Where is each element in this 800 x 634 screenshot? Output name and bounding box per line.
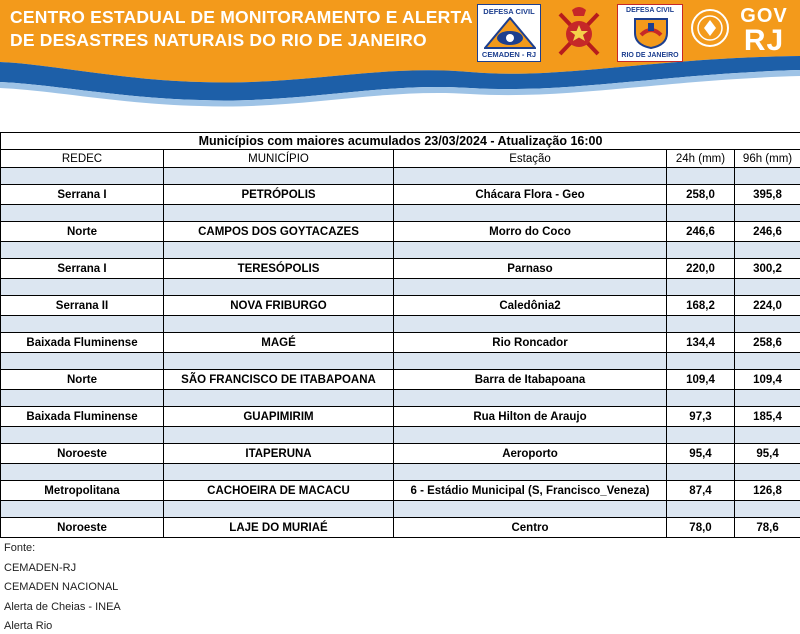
header-estacao: Estação <box>394 150 667 168</box>
spacer-cell <box>164 205 394 222</box>
spacer-cell <box>164 242 394 259</box>
cell-redec: Noroeste <box>1 444 164 464</box>
cell-redec: Baixada Fluminense <box>1 407 164 427</box>
table-row <box>1 518 800 538</box>
cell-redec: Serrana II <box>1 296 164 316</box>
cell-24h: 246,6 <box>667 222 735 242</box>
cell-estacao: Caledônia2 <box>394 296 667 316</box>
cell-redec: Baixada Fluminense <box>1 333 164 353</box>
spacer-cell <box>735 205 800 222</box>
eye-triangle-icon <box>484 17 536 49</box>
rainfall-table <box>0 132 800 538</box>
cell-96h: 78,6 <box>735 518 800 538</box>
cell-96h: 126,8 <box>735 481 800 501</box>
source-item: CEMADEN-RJ <box>4 561 77 574</box>
cell-96h: 395,8 <box>735 185 800 205</box>
source-item: Alerta de Cheias - INEA <box>4 600 121 613</box>
spacer-cell <box>1 390 164 407</box>
banner-title-line2: DE DESASTRES NATURAIS DO RIO DE JANEIRO <box>10 30 427 50</box>
table-title: Municípios com maiores acumulados 23/03/2024 - Atualização 16:00 <box>1 133 800 150</box>
sources-list <box>4 539 121 634</box>
spacer-cell <box>735 390 800 407</box>
cell-municipio: CAMPOS DOS GOYTACAZES <box>164 222 394 242</box>
cell-96h: 258,6 <box>735 333 800 353</box>
spacer-cell <box>394 168 667 185</box>
cell-96h: 185,4 <box>735 407 800 427</box>
gov-rj-logo-line2: RJ <box>743 24 785 57</box>
spacer-cell <box>667 316 735 333</box>
cell-municipio: GUAPIMIRIM <box>164 407 394 427</box>
gov-rj-logo-line1: GOV <box>740 5 788 27</box>
cell-redec: Noroeste <box>1 518 164 538</box>
cell-24h: 220,0 <box>667 259 735 279</box>
cell-municipio: LAJE DO MURIAÉ <box>164 518 394 538</box>
cell-municipio: ITAPERUNA <box>164 444 394 464</box>
table-spacer-row <box>1 390 800 407</box>
logo-caption-bottom: CEMADEN - RJ <box>481 50 537 59</box>
header-municipio: MUNICÍPIO <box>164 150 394 168</box>
cell-estacao: Centro <box>394 518 667 538</box>
spacer-cell <box>735 353 800 370</box>
banner-title-line1: CENTRO ESTADUAL DE MONITORAMENTO E ALERTA <box>10 7 473 27</box>
table-spacer-row <box>1 464 800 481</box>
spacer-cell <box>394 427 667 444</box>
cell-estacao: Rua Hilton de Araujo <box>394 407 667 427</box>
cell-estacao: Parnaso <box>394 259 667 279</box>
spacer-cell <box>667 501 735 518</box>
spacer-cell <box>394 501 667 518</box>
spacer-cell <box>667 390 735 407</box>
spacer-cell <box>164 427 394 444</box>
header-96h: 96h (mm) <box>735 150 800 168</box>
spacer-cell <box>735 501 800 518</box>
cell-municipio: SÃO FRANCISCO DE ITABAPOANA <box>164 370 394 390</box>
table-row <box>1 481 800 501</box>
spacer-cell <box>667 353 735 370</box>
spacer-cell <box>394 316 667 333</box>
spacer-cell <box>1 501 164 518</box>
cell-24h: 97,3 <box>667 407 735 427</box>
cell-municipio: NOVA FRIBURGO <box>164 296 394 316</box>
spacer-cell <box>394 353 667 370</box>
table-row <box>1 444 800 464</box>
spacer-cell <box>735 168 800 185</box>
table-spacer-row <box>1 316 800 333</box>
source-item: CEMADEN NACIONAL <box>4 581 119 593</box>
spacer-cell <box>1 353 164 370</box>
spacer-cell <box>667 464 735 481</box>
source-item: Alerta Rio <box>4 620 53 632</box>
table-header-row <box>1 150 800 168</box>
spacer-cell <box>394 242 667 259</box>
spacer-cell <box>1 205 164 222</box>
spacer-cell <box>667 427 735 444</box>
cell-municipio: PETRÓPOLIS <box>164 185 394 205</box>
cell-24h: 168,2 <box>667 296 735 316</box>
spacer-cell <box>164 168 394 185</box>
cell-municipio: MAGÉ <box>164 333 394 353</box>
spacer-cell <box>667 242 735 259</box>
spacer-cell <box>735 242 800 259</box>
table-row <box>1 407 800 427</box>
spacer-cell <box>164 501 394 518</box>
spacer-cell <box>394 205 667 222</box>
defesa-civil-cemaden-logo <box>477 4 541 62</box>
table-spacer-row <box>1 205 800 222</box>
header-banner <box>0 0 800 118</box>
table-row <box>1 333 800 353</box>
defesa-civil-rj-logo <box>617 4 683 62</box>
cell-estacao: Barra de Itabapoana <box>394 370 667 390</box>
header-24h: 24h (mm) <box>667 150 735 168</box>
banner-title <box>10 6 473 52</box>
cell-24h: 78,0 <box>667 518 735 538</box>
cell-24h: 134,4 <box>667 333 735 353</box>
table-spacer-row <box>1 353 800 370</box>
cell-96h: 300,2 <box>735 259 800 279</box>
spacer-cell <box>1 316 164 333</box>
spacer-cell <box>735 279 800 296</box>
cell-24h: 95,4 <box>667 444 735 464</box>
spacer-cell <box>735 427 800 444</box>
cell-96h: 109,4 <box>735 370 800 390</box>
cell-municipio: TERESÓPOLIS <box>164 259 394 279</box>
table-spacer-row <box>1 427 800 444</box>
table-title-row <box>1 133 800 150</box>
spacer-cell <box>667 279 735 296</box>
table-row <box>1 222 800 242</box>
spacer-cell <box>164 390 394 407</box>
cell-estacao: 6 - Estádio Municipal (S, Francisco_Veneza) <box>394 481 667 501</box>
table-spacer-row <box>1 168 800 185</box>
spacer-cell <box>394 390 667 407</box>
spacer-cell <box>667 205 735 222</box>
table-row <box>1 370 800 390</box>
spacer-cell <box>735 316 800 333</box>
spacer-cell <box>394 279 667 296</box>
spacer-cell <box>735 464 800 481</box>
cell-24h: 109,4 <box>667 370 735 390</box>
spacer-cell <box>164 353 394 370</box>
gov-rj-logo <box>733 6 795 64</box>
spacer-cell <box>1 242 164 259</box>
table-row <box>1 296 800 316</box>
logo-caption-top: DEFESA CIVIL <box>626 7 674 14</box>
header-redec: REDEC <box>1 150 164 168</box>
logo-caption-bottom: RIO DE JANEIRO <box>621 52 679 59</box>
spacer-cell <box>1 279 164 296</box>
table-spacer-row <box>1 501 800 518</box>
cell-96h: 246,6 <box>735 222 800 242</box>
sources-label: Fonte: <box>4 542 36 554</box>
fire-department-emblem-icon <box>552 4 606 62</box>
cell-redec: Metropolitana <box>1 481 164 501</box>
cell-96h: 224,0 <box>735 296 800 316</box>
cell-redec: Serrana I <box>1 185 164 205</box>
spacer-cell <box>164 316 394 333</box>
table-row <box>1 185 800 205</box>
cell-24h: 258,0 <box>667 185 735 205</box>
spacer-cell <box>1 168 164 185</box>
spacer-cell <box>667 168 735 185</box>
cell-redec: Serrana I <box>1 259 164 279</box>
cell-96h: 95,4 <box>735 444 800 464</box>
spacer-cell <box>1 427 164 444</box>
cell-estacao: Morro do Coco <box>394 222 667 242</box>
cell-24h: 87,4 <box>667 481 735 501</box>
logo-caption-top: DEFESA CIVIL <box>483 7 535 16</box>
cell-municipio: CACHOEIRA DE MACACU <box>164 481 394 501</box>
cell-estacao: Rio Roncador <box>394 333 667 353</box>
table-spacer-row <box>1 279 800 296</box>
table-row <box>1 259 800 279</box>
cell-redec: Norte <box>1 370 164 390</box>
table-spacer-row <box>1 242 800 259</box>
spacer-cell <box>394 464 667 481</box>
cell-redec: Norte <box>1 222 164 242</box>
spacer-cell <box>164 279 394 296</box>
spacer-cell <box>1 464 164 481</box>
state-seal-icon <box>690 8 730 48</box>
cell-estacao: Chácara Flora - Geo <box>394 185 667 205</box>
shield-hands-icon <box>633 17 669 49</box>
spacer-cell <box>164 464 394 481</box>
cell-estacao: Aeroporto <box>394 444 667 464</box>
